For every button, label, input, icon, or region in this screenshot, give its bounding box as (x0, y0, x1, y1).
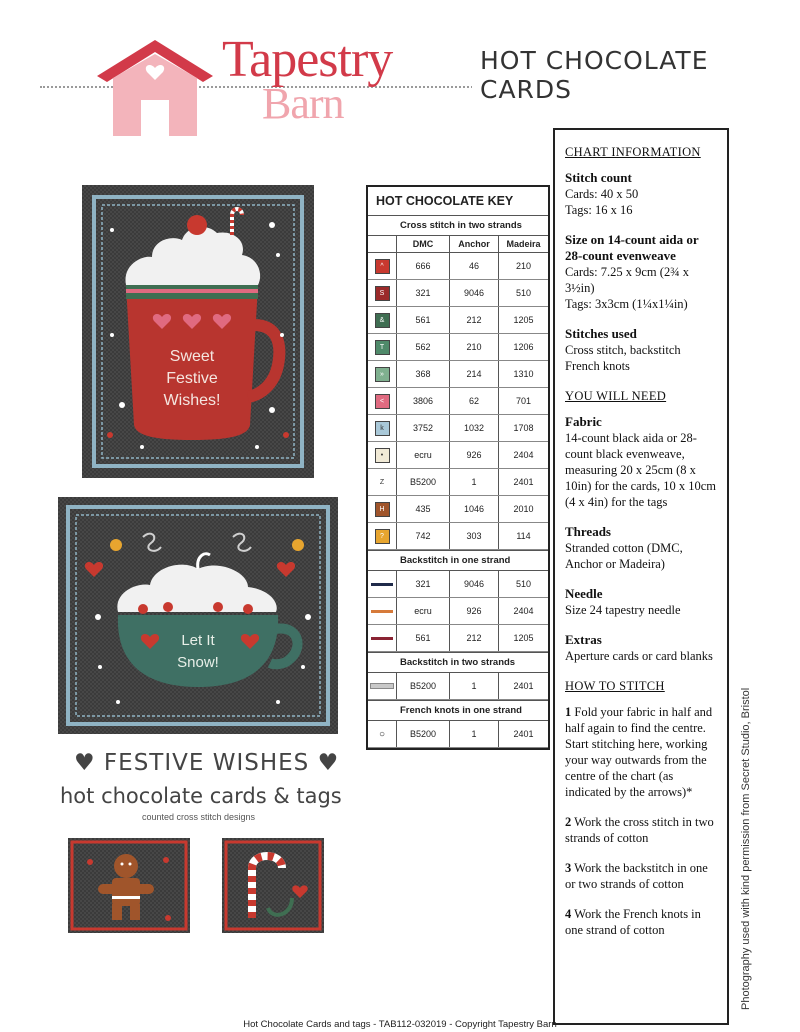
key-back1-madeira: 2404 (513, 606, 534, 616)
hot-chocolate-key (366, 185, 550, 750)
key-back1-swatch (371, 583, 393, 586)
chart-information-heading: CHART INFORMATION (565, 145, 701, 159)
festive-wishes-subtitle: hot chocolate cards & tags (60, 784, 342, 808)
key-cross-madeira: 1310 (513, 369, 534, 379)
key-french-madeira: 2401 (513, 729, 534, 739)
key-back2-anchor: 1 (450, 673, 499, 699)
key-cross-row (368, 469, 548, 496)
card-sweet-festive-wishes (82, 185, 314, 478)
key-cross-anchor: 1032 (450, 415, 499, 441)
stitch-count-cards: Cards: 40 x 50 (565, 187, 639, 201)
key-back1-anchor: 212 (450, 625, 499, 651)
key-cross-madeira: 1708 (513, 423, 534, 433)
key-col-dmc: DMC (397, 236, 450, 252)
step2-number: 2 (565, 815, 572, 829)
key-cross-madeira: 510 (515, 288, 532, 298)
key-cross-row (368, 280, 548, 307)
key-cross-symbol: < (375, 394, 390, 409)
photo-credit: Photography used with kind permission from Secret Studio, Bristol (740, 687, 752, 1010)
footer-copyright: Hot Chocolate Cards and tags - TAB112-032019 - Copyright Tapestry Barn (243, 1019, 557, 1030)
card1-text-line1: Sweet (169, 348, 215, 365)
key-cross-symbol: T (375, 340, 390, 355)
key-cross-anchor: 926 (450, 442, 499, 468)
how-to-stitch-heading: HOW TO STITCH (565, 679, 665, 693)
stitch-count-tags: Tags: 16 x 16 (565, 203, 633, 217)
key-cross-section-title: Cross stitch in two strands (368, 216, 548, 236)
key-cross-anchor: 303 (450, 523, 499, 549)
fabric-text: 14-count black aida or 28-count black evenweave, measuring 20 x 25cm (8 x 10in) for the cards, 10 x 10cm (4 x 4in) for the tags (565, 431, 717, 509)
step3-number: 3 (565, 861, 572, 875)
key-french-row (368, 721, 548, 748)
page-title: HOT CHOCOLATE CARDS (472, 46, 800, 104)
key-col-anchor: Anchor (450, 236, 499, 252)
threads-text: Stranded cotton (DMC, Anchor or Madeira) (565, 541, 683, 571)
step2-text: Work the cross stitch in two strands of cotton (565, 815, 714, 845)
key-cross-anchor: 1046 (450, 496, 499, 522)
key-back2-section-title: Backstitch in two strands (368, 652, 548, 673)
key-cross-symbol: S (375, 286, 390, 301)
key-cross-dmc: 562 (397, 334, 450, 360)
stitches-used-line2: French knots (565, 359, 630, 373)
key-back2-madeira: 2401 (513, 681, 534, 691)
key-cross-row (368, 361, 548, 388)
card1-artwork (82, 185, 314, 478)
stitches-used-line1: Cross stitch, backstitch (565, 343, 681, 357)
key-french-symbol: ○ (378, 728, 386, 740)
card2-artwork (58, 497, 338, 734)
brand-name-line2: Barn (262, 79, 344, 128)
card1-text-line2: Festive (166, 370, 218, 387)
key-cross-symbol: Z (376, 476, 389, 489)
key-cross-dmc: 3806 (397, 388, 450, 414)
key-cross-dmc: 435 (397, 496, 450, 522)
key-header-row (368, 236, 548, 253)
key-cross-row (368, 388, 548, 415)
key-french-rows (368, 721, 548, 748)
needle-text: Size 24 tapestry needle (565, 603, 681, 617)
key-back1-dmc: 561 (397, 625, 450, 651)
needle-heading: Needle (565, 586, 603, 601)
key-back1-swatch (371, 610, 393, 613)
festive-wishes-title: ♥ FESTIVE WISHES ♥ (74, 750, 340, 776)
key-cross-madeira: 2401 (513, 477, 534, 487)
card1-text-line3: Wishes! (163, 392, 221, 409)
key-cross-symbol: H (375, 502, 390, 517)
step3-text: Work the backstitch in one or two strands of cotton (565, 861, 708, 891)
tag2-artwork (222, 838, 324, 933)
key-cross-anchor: 210 (450, 334, 499, 360)
key-cross-symbol: • (375, 448, 390, 463)
key-cross-madeira: 210 (515, 261, 532, 271)
key-cross-anchor: 46 (450, 253, 499, 279)
key-cross-anchor: 62 (450, 388, 499, 414)
key-back1-madeira: 510 (515, 579, 532, 589)
step1-text: Fold your fabric in half and half again to find the centre. Start stitching here, working your way outwards from the centre of the chart (as indicated by the arrows)* (565, 705, 713, 799)
stitches-used-heading: Stitches used (565, 326, 637, 341)
key-cross-symbol: » (375, 367, 390, 382)
key-cross-madeira: 114 (516, 531, 531, 541)
key-back1-rows (368, 571, 548, 652)
key-cross-madeira: 1205 (513, 315, 534, 325)
step4-text: Work the French knots in one strand of cotton (565, 907, 701, 937)
key-cross-anchor: 212 (450, 307, 499, 333)
card2-text-line1: Let It (181, 632, 215, 649)
brand-name-line1: Tapestry (222, 31, 393, 88)
key-cross-dmc: 368 (397, 361, 450, 387)
key-back1-madeira: 1205 (513, 633, 534, 643)
key-cross-madeira: 701 (515, 396, 532, 406)
chart-info-box (553, 128, 729, 1025)
key-back2-row (368, 673, 548, 700)
you-will-need-heading: YOU WILL NEED (565, 389, 667, 403)
key-cross-row (368, 334, 548, 361)
key-back1-anchor: 9046 (450, 571, 499, 597)
key-cross-row (368, 307, 548, 334)
key-cross-madeira: 1206 (513, 342, 534, 352)
key-cross-madeira: 2404 (513, 450, 534, 460)
key-cross-dmc: 666 (397, 253, 450, 279)
key-cross-madeira: 2010 (513, 504, 534, 514)
key-cross-anchor: 1 (450, 469, 499, 495)
key-cross-anchor: 214 (450, 361, 499, 387)
stitch-count-heading: Stitch count (565, 170, 632, 185)
key-cross-row (368, 415, 548, 442)
tag-gingerbread (68, 838, 190, 933)
key-cross-row (368, 253, 548, 280)
house-logo-icon (95, 38, 215, 138)
key-back1-section-title: Backstitch in one strand (368, 550, 548, 571)
threads-heading: Threads (565, 524, 611, 539)
key-back2-dmc: B5200 (397, 673, 450, 699)
key-back2-rows (368, 673, 548, 700)
key-back1-row (368, 598, 548, 625)
key-cross-dmc: 321 (397, 280, 450, 306)
key-back1-row (368, 571, 548, 598)
key-back1-anchor: 926 (450, 598, 499, 624)
card2-text-line2: Snow! (177, 654, 219, 671)
card-let-it-snow (58, 497, 338, 734)
key-cross-symbol: & (375, 313, 390, 328)
key-cross-anchor: 9046 (450, 280, 499, 306)
key-cross-dmc: 742 (397, 523, 450, 549)
extras-text: Aperture cards or card blanks (565, 649, 713, 663)
key-back1-dmc: ecru (397, 598, 450, 624)
size-heading: Size on 14-count aida or 28-count evenweave (565, 232, 699, 263)
size-cards: Cards: 7.25 x 9cm (2¾ x 3½in) (565, 265, 689, 295)
step1-number: 1 (565, 705, 572, 719)
step4-number: 4 (565, 907, 572, 921)
tag1-artwork (68, 838, 190, 933)
key-cross-dmc: B5200 (397, 469, 450, 495)
key-cross-dmc: 561 (397, 307, 450, 333)
key-cross-row (368, 496, 548, 523)
key-cross-dmc: ecru (397, 442, 450, 468)
key-cross-rows (368, 253, 548, 550)
key-col-madeira: Madeira (506, 239, 541, 249)
key-cross-symbol: k (375, 421, 390, 436)
key-back2-swatch (370, 683, 394, 689)
key-cross-row (368, 523, 548, 550)
key-back1-swatch (371, 637, 393, 640)
key-cross-symbol: ^ (375, 259, 390, 274)
key-back1-row (368, 625, 548, 652)
key-french-section-title: French knots in one strand (368, 700, 548, 721)
extras-heading: Extras (565, 632, 602, 647)
key-cross-dmc: 3752 (397, 415, 450, 441)
key-back1-dmc: 321 (397, 571, 450, 597)
key-cross-row (368, 442, 548, 469)
fabric-heading: Fabric (565, 414, 602, 429)
key-french-anchor: 1 (450, 721, 499, 747)
key-cross-symbol: ? (375, 529, 390, 544)
key-title: HOT CHOCOLATE KEY (368, 187, 548, 216)
key-french-dmc: B5200 (397, 721, 450, 747)
tag-candy-cane (222, 838, 324, 933)
size-tags: Tags: 3x3cm (1¼x1¼in) (565, 297, 688, 311)
festive-wishes-small: counted cross stitch designs (142, 812, 256, 822)
